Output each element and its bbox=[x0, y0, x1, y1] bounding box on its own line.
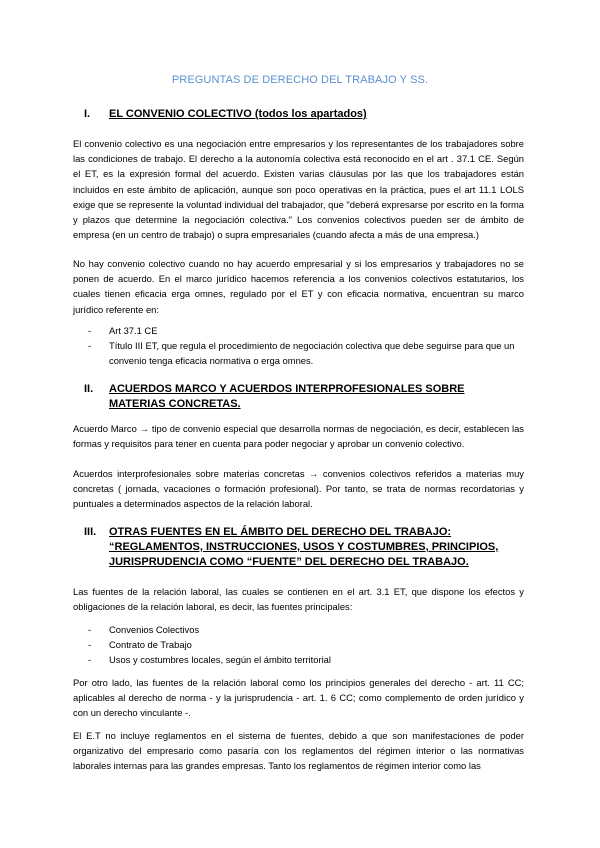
list-item-text: Convenios Colectivos bbox=[109, 624, 200, 635]
paragraph: Por otro lado, las fuentes de la relación laboral como los principios generales del derecho - art. 11 CC; aplicables al derecho de norma - y la jurisprudencia - art. 1. 6 CC; como complemento de orden jurídico y con un derecho vinculante -. bbox=[73, 677, 524, 719]
list-item-text: Contrato de Trabajo bbox=[109, 639, 192, 651]
section-heading-2 bbox=[84, 382, 520, 412]
list-item bbox=[88, 622, 524, 637]
bullet-dash: - bbox=[88, 340, 92, 352]
paragraph: No hay convenio colectivo cuando no hay acuerdo empresarial y si los empresarios y trabajadores no se ponen de acuerdo. En el marco jurídico hacemos referencia a los convenios colectivos estatutarios, los cuales tienen eficacia erga omnes, regulado por el ET y con eficacia normativa, encuentran su marco jurídico referente en: bbox=[73, 258, 524, 315]
section-title: ACUERDOS MARCO Y ACUERDOS INTERPROFESIONALES SOBRE MATERIAS CONCRETAS. bbox=[109, 383, 465, 410]
paragraph: Acuerdo Marco → tipo de convenio especial que desarrolla normas de negociación, es decir, establecen las formas y requisitos para tener en cuenta para poder negociar y aprobar un convenio colectivo. bbox=[73, 423, 524, 450]
list-item-text: Título III ET, que regula el procedimiento de negociación colectiva que debe seguirse para que un convenio tenga eficacia normativa o erga omnes. bbox=[109, 340, 515, 367]
list-item-text: Art 37.1 CE bbox=[109, 325, 158, 336]
section-heading-1 bbox=[84, 107, 520, 122]
list-item bbox=[88, 652, 524, 667]
paragraph: El convenio colectivo es una negociación entre empresarios y los representantes de los trabajadores sobre las condiciones de trabajo. El derecho a la autonomía colectiva está reconocido en el art . 37.1 CE. Según el ET, es la expresión formal del acuerdo. Existen varias cláusulas por las que los trabajadores están incluidos en este ámbito de aplicación, aunque son poco operativas en la práctica, pues el art 11.1 LOLS exige que se represente la voluntad individual del trabajador, que "deberá expresarse por escrito en la forma y plazos que determine la negociación colectiva." Los convenios colectivos pueden ser de ámbito de empresa (en un centro de trabajo) o supra empresariales (cuando afecta a más de una empresa.) bbox=[73, 138, 524, 241]
bullet-dash: - bbox=[88, 639, 92, 651]
section-number: II. bbox=[84, 383, 94, 395]
bullet-list bbox=[88, 323, 524, 369]
bullet-dash: - bbox=[88, 624, 92, 635]
paragraph: Las fuentes de la relación laboral, las cuales se contienen en el art. 3.1 ET, que dispone los efectos y obligaciones de la relación laboral, es decir, las fuentes principales: bbox=[73, 586, 524, 613]
section-number: I. bbox=[84, 108, 91, 120]
bullet-dash: - bbox=[88, 654, 92, 666]
bullet-dash: - bbox=[88, 325, 92, 336]
list-item-text: Usos y costumbres locales, según el ámbito territorial bbox=[109, 654, 331, 666]
section-number: III. bbox=[84, 526, 97, 538]
section-title: EL CONVENIO COLECTIVO (todos los apartados) bbox=[109, 108, 367, 120]
document-title: PREGUNTAS DE DERECHO DEL TRABAJO Y SS. bbox=[171, 74, 429, 86]
section-title: OTRAS FUENTES EN EL ÁMBITO DEL DERECHO DEL TRABAJO: “REGLAMENTOS, INSTRUCCIONES, USOS Y COSTUMBRES, PRINCIPIOS, JURISPRUDENCIA COMO “FUENTE” DEL DERECHO DEL TRABAJO. bbox=[109, 526, 499, 568]
list-item bbox=[88, 338, 524, 368]
paragraph: Acuerdos interprofesionales sobre materias concretas → convenios colectivos referidos a materias muy concretas ( jornada, vacaciones o formación profesional). Por tanto, se trata de normas recordatorias y puntuales a determinados aspectos de la relación laboral. bbox=[73, 468, 524, 510]
bullet-list bbox=[88, 622, 524, 668]
paragraph: El E.T no incluye reglamentos en el sistema de fuentes, debido a que son manifestaciones de poder organizativo del empresario como pasaría con los reglamentos del régimen interior o las normativas laborales internas para las grandes empresas. Tanto los reglamentos de régimen interior como las bbox=[73, 730, 524, 772]
list-item bbox=[88, 637, 524, 652]
list-item bbox=[88, 323, 524, 338]
section-heading-3 bbox=[84, 525, 520, 570]
